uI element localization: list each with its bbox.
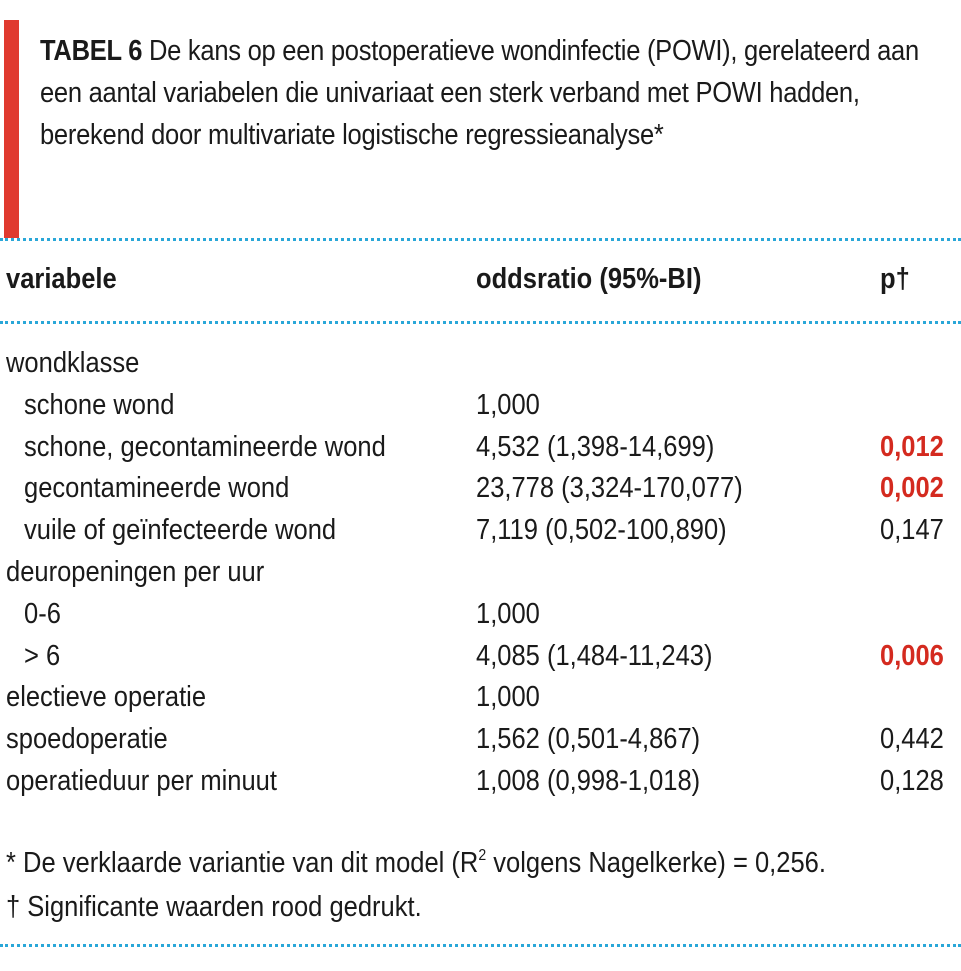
cell-variable: schone wond bbox=[24, 388, 175, 421]
table-row bbox=[0, 468, 961, 508]
table-row bbox=[0, 385, 961, 425]
cell-variable: operatieduur per minuut bbox=[6, 765, 277, 797]
cell-p: 0,006 bbox=[880, 639, 944, 672]
cell-variable: spoedoperatie bbox=[6, 723, 168, 756]
cell-oddsratio: 1,008 (0,998-1,018) bbox=[476, 765, 701, 797]
table-row bbox=[0, 552, 961, 592]
cell-variable: schone, gecontamineerde wond bbox=[24, 430, 386, 463]
cell-oddsratio: 4,085 (1,484-11,243) bbox=[476, 639, 713, 672]
cell-oddsratio: 7,119 (0,502-100,890) bbox=[476, 514, 727, 547]
cell-variable: deuropeningen per uur bbox=[6, 556, 265, 588]
table-row bbox=[0, 343, 961, 383]
cell-variable: gecontamineerde wond bbox=[24, 472, 290, 505]
cell-variable: electieve operatie bbox=[6, 681, 207, 714]
header-oddsratio: oddsratio (95%-BI) bbox=[476, 263, 702, 295]
footnote-variance: * De verklaarde variantie van dit model ($R^2$ volgens Nagelkerke) = 0,256. bbox=[6, 847, 826, 879]
table-row bbox=[0, 636, 961, 676]
cell-p: 0,147 bbox=[880, 514, 944, 547]
cell-oddsratio: 1,000 bbox=[476, 597, 540, 630]
table-row bbox=[0, 594, 961, 634]
divider-header bbox=[0, 321, 961, 324]
divider-bottom bbox=[0, 944, 961, 947]
table-row bbox=[0, 427, 961, 467]
cell-variable: wondklasse bbox=[6, 347, 140, 379]
cell-p: 0,128 bbox=[880, 765, 944, 797]
table-row bbox=[0, 677, 961, 717]
header-p: p† bbox=[880, 263, 910, 295]
footnote-significance: † Significante waarden rood gedrukt. bbox=[6, 891, 422, 923]
cell-p: 0,012 bbox=[880, 430, 944, 463]
table-row bbox=[0, 761, 961, 801]
table-header bbox=[0, 259, 961, 299]
table-title bbox=[40, 30, 938, 156]
cell-variable: > 6 bbox=[24, 639, 61, 672]
title-accent-bar bbox=[4, 20, 19, 238]
header-variable: variabele bbox=[6, 263, 117, 295]
cell-p: 0,442 bbox=[880, 723, 944, 756]
cell-oddsratio: 1,000 bbox=[476, 681, 540, 714]
cell-oddsratio: 1,562 (0,501-4,867) bbox=[476, 723, 701, 756]
cell-oddsratio: 1,000 bbox=[476, 388, 540, 421]
cell-variable: 0-6 bbox=[24, 597, 61, 630]
cell-oddsratio: 23,778 (3,324-170,077) bbox=[476, 472, 743, 505]
table-label: TABEL 6 bbox=[40, 35, 143, 67]
cell-oddsratio: 4,532 (1,398-14,699) bbox=[476, 430, 715, 463]
table-row bbox=[0, 510, 961, 550]
table-row bbox=[0, 719, 961, 759]
table-caption: De kans op een postoperatieve wondinfectie (POWI), gerelateerd aan een aantal variabelen die univariaat een sterk verband met POWI hadden, berekend door multivariate logistische regressieanalyse* bbox=[40, 35, 919, 151]
cell-p: 0,002 bbox=[880, 472, 944, 505]
divider-top bbox=[0, 238, 961, 241]
cell-variable: vuile of geïnfecteerde wond bbox=[24, 514, 337, 547]
